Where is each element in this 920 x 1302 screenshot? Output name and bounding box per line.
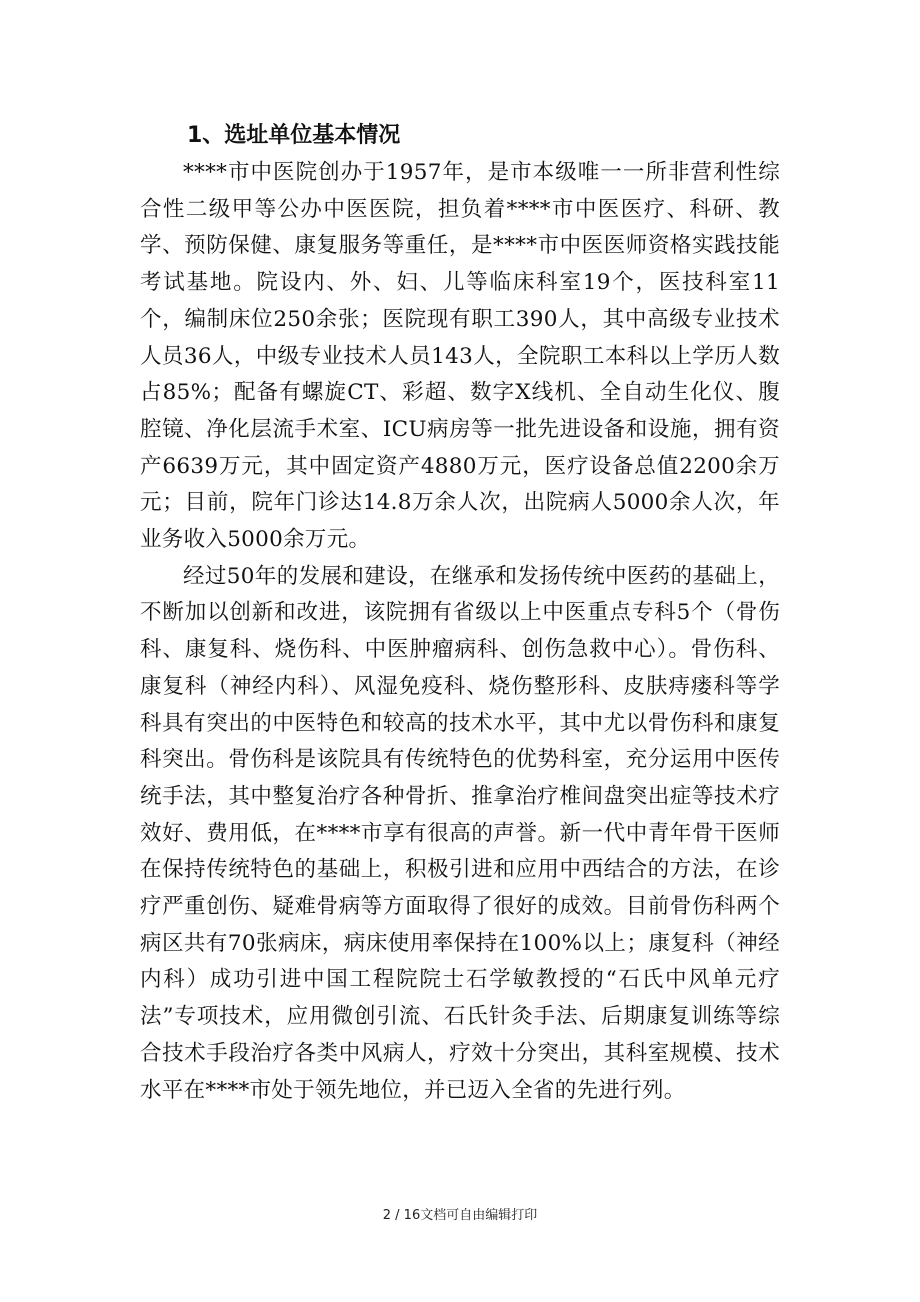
section-heading: 1、选址单位基本情况: [187, 123, 401, 148]
page-footer: 2 / 16文档可自由编辑打印: [382, 1208, 538, 1223]
paragraph-hospital-overview: ****市中医院创办于1957年，是市本级唯一一所非营利性综合性二级甲等公办中医医院，担负着****市中医医疗、科研、教学、预防保健、康复服务等重任，是****市中医医师资格实践技能考试基地。院设内、外、妇、儿等临床科室19个，医技科室11个，编制床位250余张；医院现有职工390人，其中高级专业技术人员36人，中级专业技术人员143人，全院职工本科以上学历人数占85%；配备有螺旋CT、彩超、数字X线机、全自动生化仪、腹腔镜、净化层流手术室、ICU病房等一批先进设备和设施，拥有资产6639万元，其中固定资产4880万元，医疗设备总值2200余万元；目前，院年门诊达14.8万余人次，出院病人5000余人次，年业务收入5000余万元。: [140, 160, 780, 553]
body-text: [140, 155, 780, 1109]
paragraph-development-specialties: 经过50年的发展和建设，在继承和发扬传统中医药的基础上，不断加以创新和改进，该院拥有省级以上中医重点专科5个（骨伤科、康复科、烧伤科、中医肿瘤病科、创伤急救中心）。骨伤科、康复科（神经内科）、风湿免疫科、烧伤整形科、皮肤痔瘘科等学科具有突出的中医特色和较高的技术水平，其中尤以骨伤科和康复科突出。骨伤科是该院具有传统特色的优势科室，充分运用中医传统手法，其中整复治疗各种骨折、推拿治疗椎间盘突出症等技术疗效好、费用低，在****市享有很高的声誉。新一代中青年骨干医师在保持传统特色的基础上，积极引进和应用中西结合的方法，在诊疗严重创伤、疑难骨病等方面取得了很好的成效。目前骨伤科两个病区共有70张病床，病床使用率保持在100%以上；康复科（神经内科）成功引进中国工程院院士石学敏教授的“石氏中风单元疗法”专项技术，应用微创引流、石氏针灸手法、后期康复训练等综合技术手段治疗各类中风病人，疗效十分突出，其科室规模、技术水平在****市处于领先地位，并已迈入全省的先进行列。: [140, 563, 780, 1103]
